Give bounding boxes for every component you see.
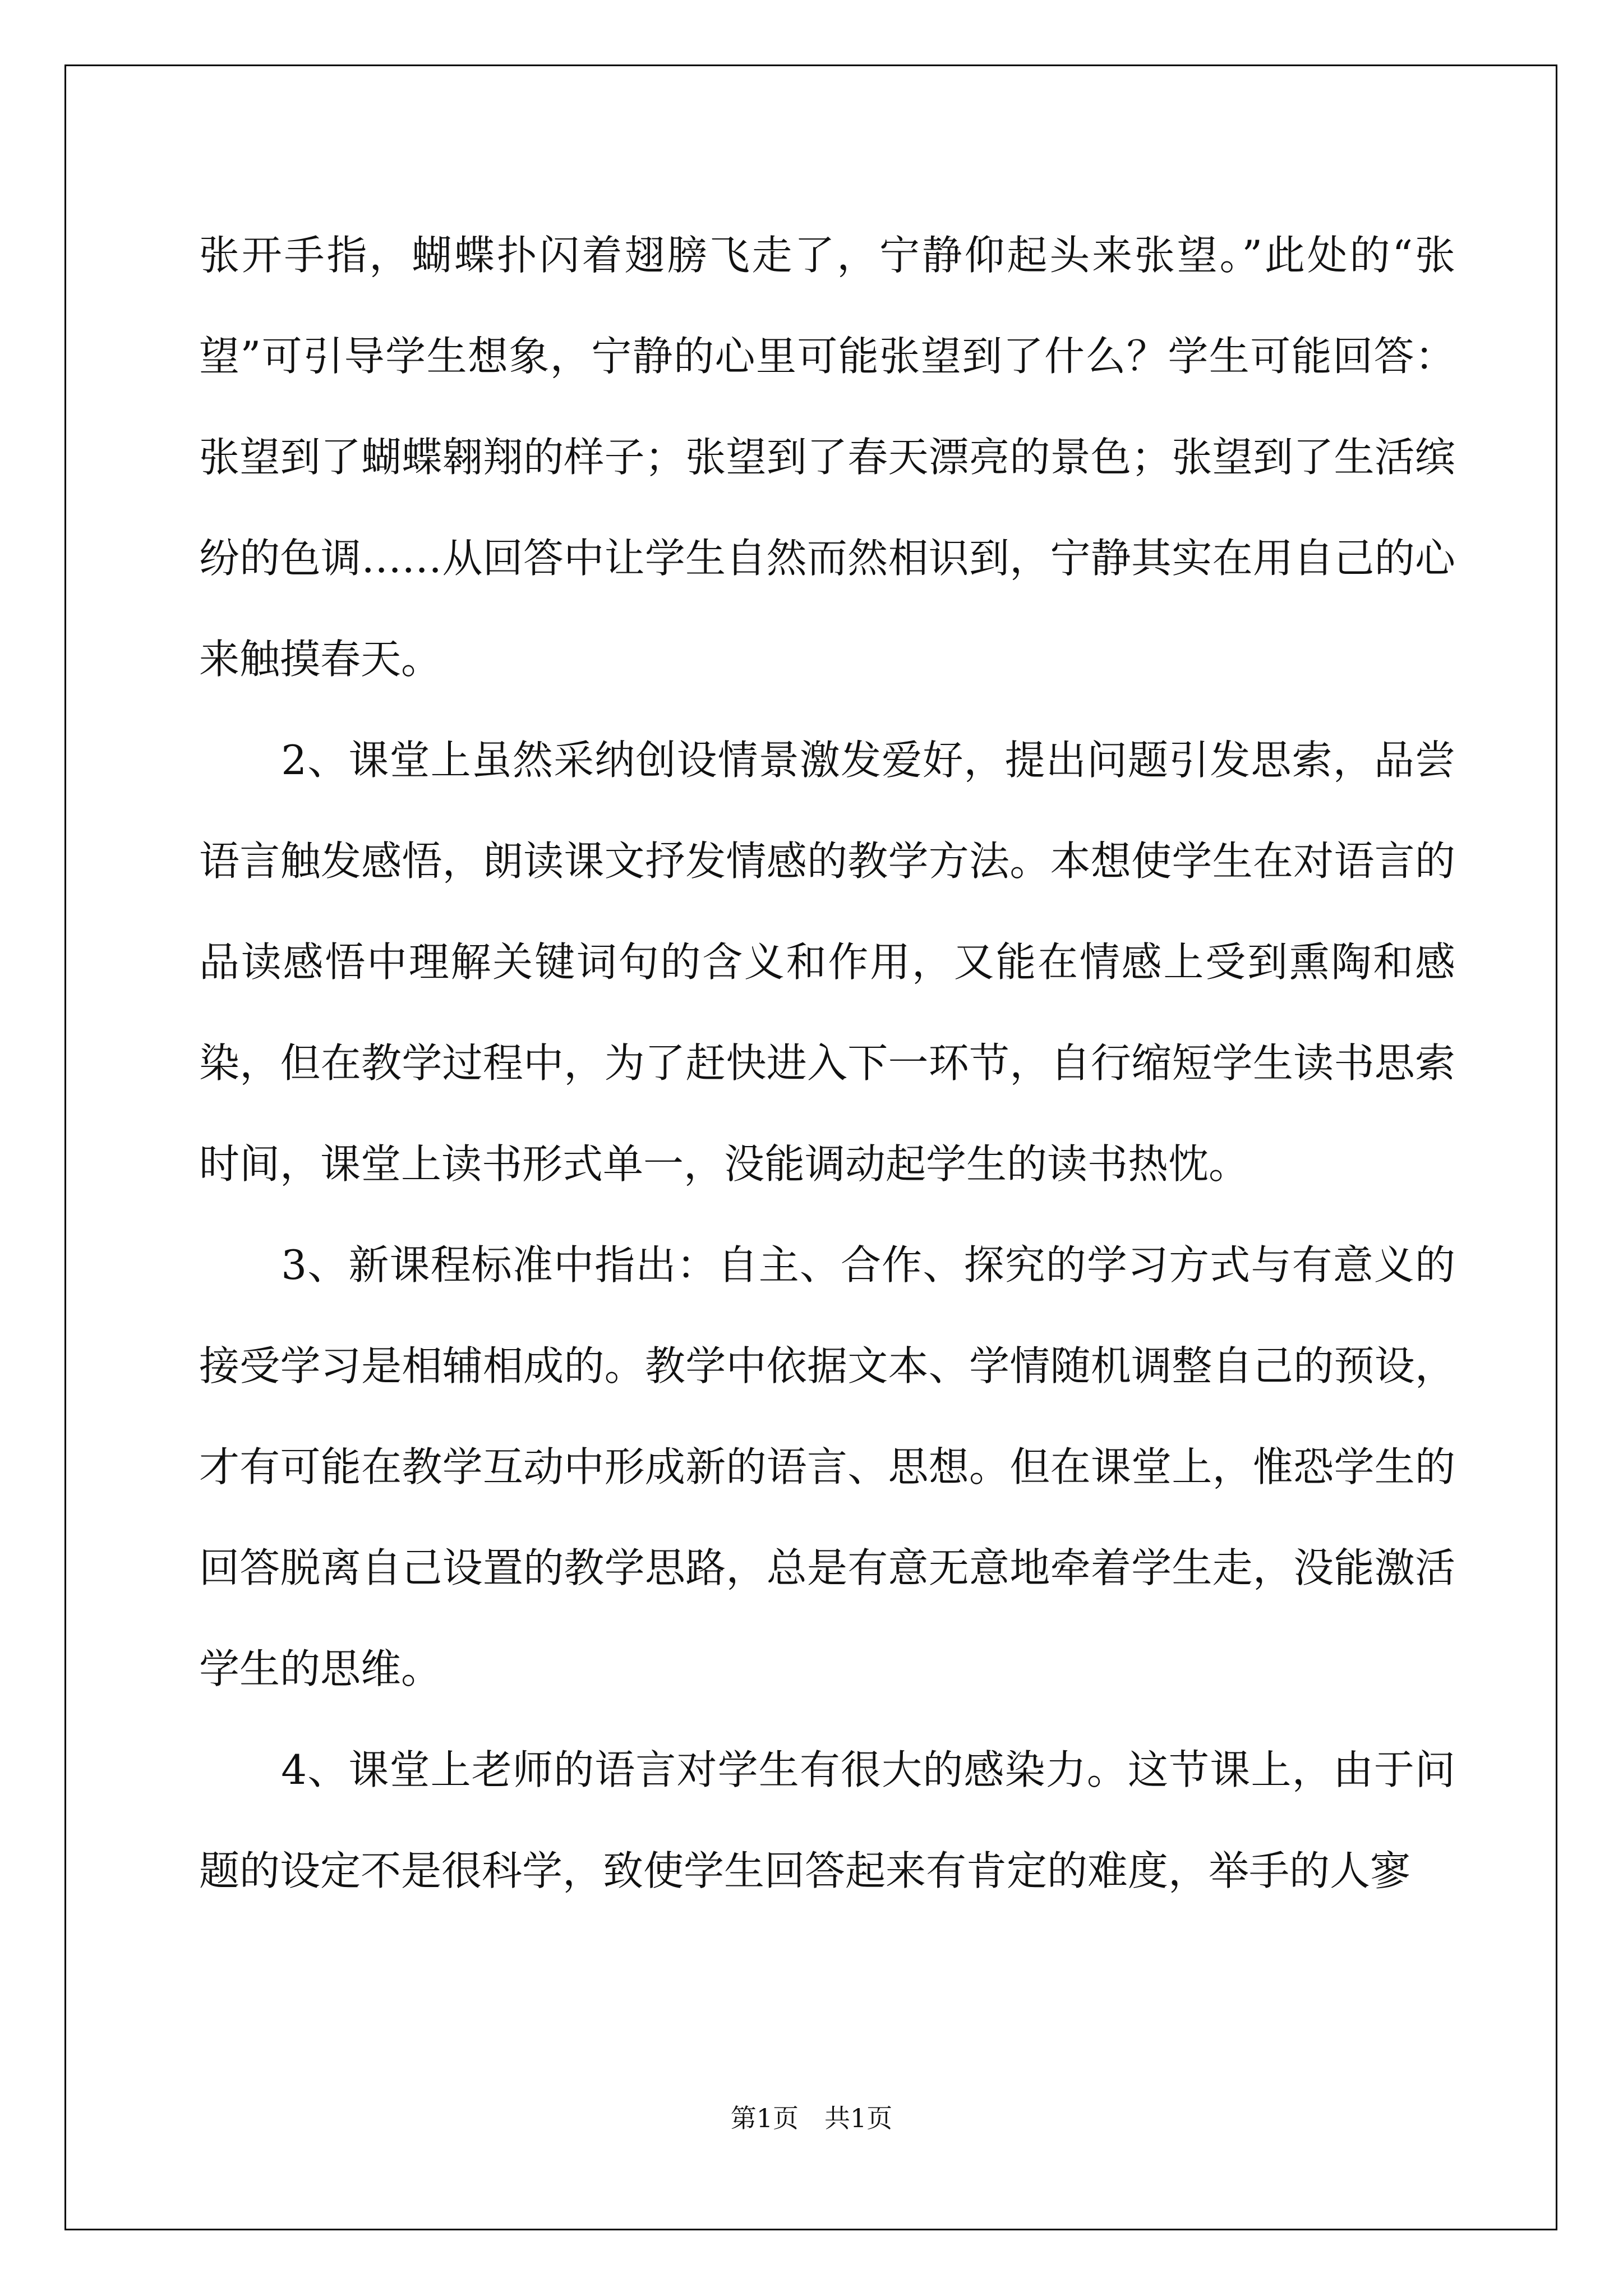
paragraph-continuation: 张开手指，蝴蝶扑闪着翅膀飞走了，宁静仰起头来张望。”此处的“张望”可引导学生想象，宁静的心里可能张望到了什么？学生可能回答：张望到了蝴蝶翱翔的样子；张望到了春天漂亮的景色；张望到了生活缤纷的色调……从回答中让学生自然而然相识到，宁静其实在用自己的心来触摸春天。 — [199, 232, 1455, 683]
paragraph-4: 4、课堂上老师的语言对学生有很大的感染力。这节课上，由于问题的设定不是很科学，致使学生回答起来有肯定的难度，举手的人寥 — [199, 1746, 1455, 1894]
page-footer — [0, 2098, 1623, 2135]
page-number-label: 第1页 共1页 — [730, 2103, 893, 2133]
document-body — [199, 205, 1455, 1921]
paragraph-2: 2、课堂上虽然采纳创设情景激发爱好，提出问题引发思索，品尝语言触发感悟，朗读课文抒发情感的教学方法。本想使学生在对语言的品读感悟中理解关键词句的含义和作用，又能在情感上受到熏陶和感染，但在教学过程中，为了赶快进入下一环节，自行缩短学生读书思索时间，课堂上读书形式单一，没能调动起学生的读书热忱。 — [199, 737, 1455, 1188]
paragraph-3: 3、新课程标准中指出：自主、合作、探究的学习方式与有意义的接受学习是相辅相成的。教学中依据文本、学情随机调整自己的预设，才有可能在教学互动中形成新的语言、思想。但在课堂上，惟恐学生的回答脱离自己设置的教学思路，总是有意无意地牵着学生走，没能激活学生的思维。 — [199, 1241, 1455, 1692]
